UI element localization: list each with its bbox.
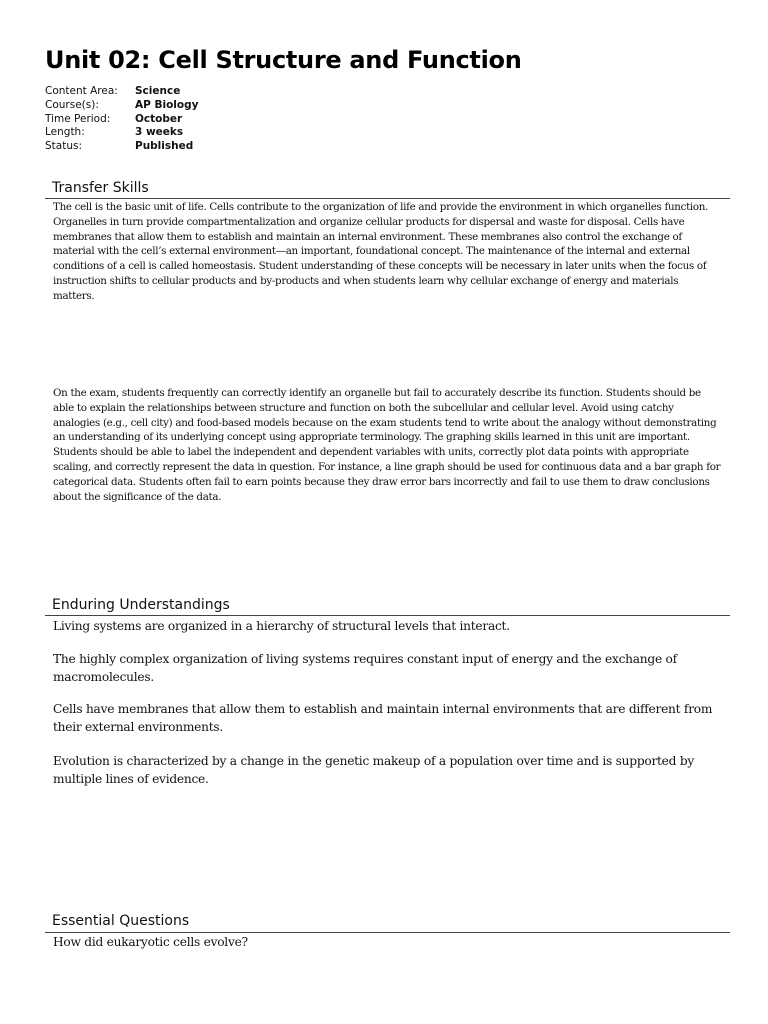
meta-content-area: [45, 85, 198, 99]
essential-questions-heading: Essential Questions: [52, 913, 190, 929]
meta-time-period: [45, 113, 198, 127]
meta-label: Course(s):: [45, 98, 99, 111]
transfer-skills-heading: Transfer Skills: [52, 180, 149, 196]
transfer-skills-paragraph: The cell is the basic unit of life. Cells contribute to the organization of life and provide the environment in which organelles function. Organelles in turn provide compartmentalization and organize cellular products for dispersal and waste for disposal. Cells have membranes that allow them to establish and maintain an internal environment. These membranes also control the exchange of material with the cell’s external environment—an important, foundational concept. The maintenance of the internal and external conditions of a cell is called homeostasis. Student understanding of these concepts will be necessary in later units when the focus of instruction shifts to cellular products and by-products and when students learn why cellular exchange of energy and materials matters.: [53, 201, 709, 302]
meta-value: Science: [135, 85, 181, 97]
enduring-understanding-item: The highly complex organization of living systems requires constant input of energy and the exchange of macromolecules.: [53, 652, 677, 684]
meta-value: Published: [135, 140, 194, 153]
transfer-skills-paragraph: On the exam, students frequently can correctly identify an organelle but fail to accurately describe its function. Students should be able to explain the relationships between structure and function on both the subcellular and cellular level. Avoid using catchy analogies (e.g., cell city) and food-based models because on the exam students tend to write about the analogy without demonstrating an understanding of its underlying concept using appropriate terminology. The graphing skills learned in this unit are important. Students should be able to label the independent and dependent variables with units, correctly plot data points with appropriate scaling, and correctly represent the data in question. For instance, a line graph should be used for continuous data and a bar graph for categorical data. Students often fail to earn points because they draw error bars incorrectly and fail to use them to draw conclusions about the significance of the data.: [53, 387, 721, 503]
meta-value: 3 weeks: [135, 126, 184, 139]
meta-label: Length:: [45, 126, 85, 139]
section-divider: [45, 198, 730, 199]
meta-value: AP Biology: [135, 98, 199, 111]
meta-courses: [45, 99, 198, 113]
meta-label: Time Period:: [45, 112, 111, 125]
enduring-understanding-item: Evolution is characterized by a change in the genetic makeup of a population over time and is supported by multiple lines of evidence.: [53, 754, 695, 786]
meta-status: [45, 140, 198, 154]
meta-value: October: [135, 112, 183, 125]
essential-question-item: How did eukaryotic cells evolve?: [53, 935, 248, 949]
enduring-understandings-heading: Enduring Understandings: [52, 597, 230, 613]
meta-length: [45, 126, 198, 140]
metadata-list: [45, 85, 198, 154]
enduring-understanding-item: Cells have membranes that allow them to establish and maintain internal environments that are different from their external environments.: [53, 702, 713, 734]
page-title: Unit 02: Cell Structure and Function: [45, 46, 522, 74]
meta-label: Content Area:: [45, 85, 118, 97]
section-divider: [45, 615, 730, 616]
enduring-understanding-item: Living systems are organized in a hierarchy of structural levels that interact.: [53, 619, 510, 633]
meta-label: Status:: [45, 140, 82, 153]
